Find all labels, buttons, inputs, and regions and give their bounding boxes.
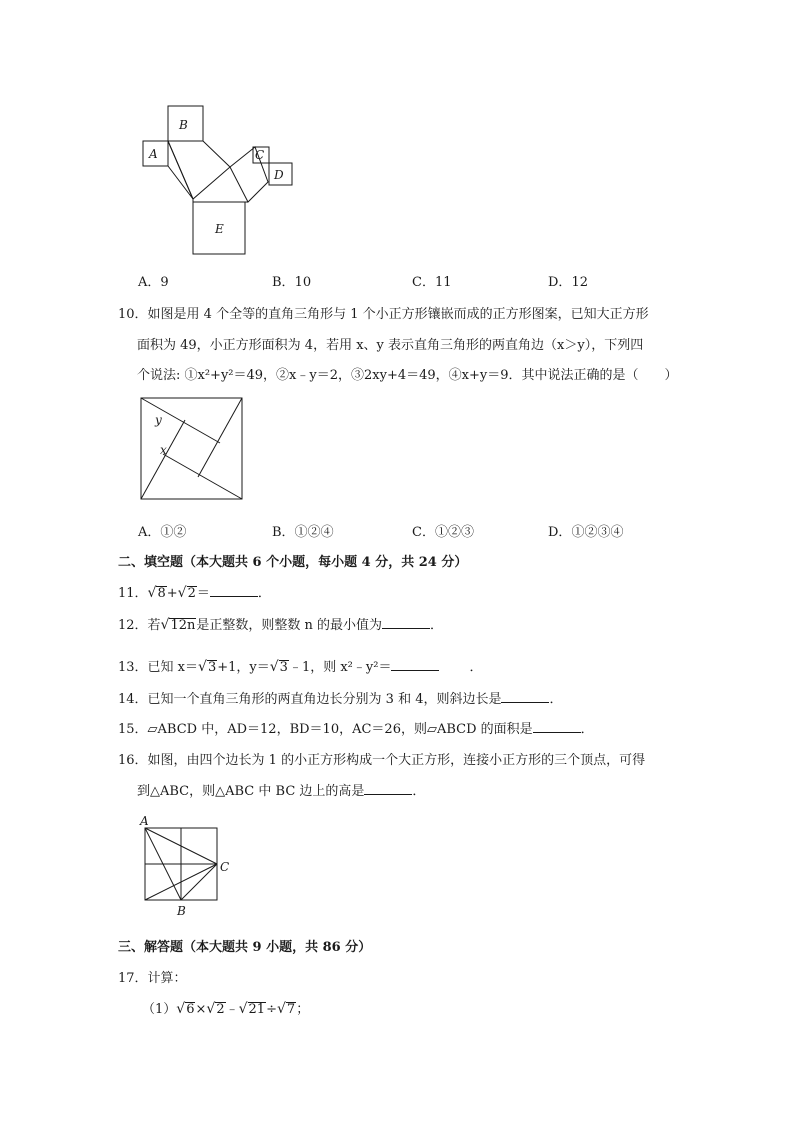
section3-title: 三、解答题（本大题共 9 小题，共 86 分）: [118, 940, 372, 955]
answer-blank[interactable]: [391, 658, 439, 671]
q17-part1: （1）√6×√2﹣√21÷√7；: [142, 1001, 310, 1017]
q16-figure: [136, 812, 236, 920]
q9-label-c: C: [255, 148, 265, 162]
q10-label-x: x: [160, 443, 167, 457]
q16-line1: 16．如图，由四个边长为 1 的小正方形构成一个大正方形，连接小正方形的三个顶点，可得: [118, 753, 646, 768]
q10-line2: 面积为 49，小正方形面积为 4，若用 x、y 表示直角三角形的两直角边（x＞y），下列四: [137, 338, 644, 353]
q9-label-e: E: [215, 222, 224, 236]
q10-label-y: y: [155, 413, 162, 427]
answer-blank[interactable]: [382, 616, 430, 629]
q13: 13．已知 x＝√3+1，y＝√3﹣1，则 x²﹣y²＝ ．: [118, 659, 483, 675]
q16-label-b: B: [177, 904, 186, 918]
q17-head: 17．计算：: [118, 971, 187, 986]
answer-blank[interactable]: [210, 584, 258, 597]
sqrt-icon: √: [269, 659, 279, 675]
q16-side-bc: [181, 864, 217, 900]
q10-line3: 个说法: ①x²+y²＝49，②x﹣y＝2，③2xy+4＝49，④x+y＝9．其中说法正确的是（ ）: [137, 368, 678, 383]
answer-blank[interactable]: [533, 720, 581, 733]
sqrt-icon: √: [176, 1001, 186, 1017]
answer-blank[interactable]: [501, 690, 549, 703]
q9-tilted-square-left: [168, 141, 230, 199]
sqrt-icon: √: [160, 617, 170, 633]
q9-option-a: A．9: [138, 275, 169, 290]
q10-figure: [140, 397, 244, 501]
q16-line2: 到△ABC，则△ABC 中 BC 边上的高是 ．: [137, 784, 426, 799]
q11: 11．√8+√2＝ ．: [118, 585, 271, 601]
q10-option-b: B．①②④: [272, 525, 334, 540]
q12: 12．若√12n是正整数，则整数 n 的最小值为 ．: [118, 617, 444, 633]
q9-option-b: B．10: [272, 275, 312, 290]
q9-label-a: A: [149, 147, 158, 161]
q10-option-a: A．①②: [138, 525, 187, 540]
q9-label-b: B: [179, 118, 188, 132]
answer-blank[interactable]: [364, 782, 412, 795]
sqrt-icon: √: [147, 585, 157, 601]
q9-option-d: D．12: [548, 275, 588, 290]
q15: 15．▱ABCD 中，AD＝12，BD＝10，AC＝26，则▱ABCD 的面积是 ．: [118, 722, 594, 737]
sqrt-icon: √: [238, 1001, 248, 1017]
q10-line1: 10．如图是用 4 个全等的直角三角形与 1 个小正方形镶嵌而成的正方形图案，已知大正方形: [118, 307, 649, 322]
q9-label-d: D: [274, 168, 284, 182]
q9-option-c: C．11: [412, 275, 452, 290]
q9-figure: [140, 102, 300, 262]
q14: 14．已知一个直角三角形的两直角边长分别为 3 和 4，则斜边长是 ．: [118, 692, 563, 707]
q16-label-c: C: [220, 860, 230, 874]
sqrt-icon: √: [198, 659, 207, 675]
sqrt-icon: √: [206, 1001, 216, 1017]
sqrt-icon: √: [177, 585, 187, 601]
q10-option-c: C．①②③: [412, 525, 474, 540]
sqrt-icon: √: [276, 1001, 286, 1017]
q10-option-d: D．①②③④: [548, 525, 624, 540]
section2-title: 二、填空题（本大题共 6 个小题，每小题 4 分，共 24 分）: [118, 555, 468, 570]
q9-tilted-edge: [168, 141, 193, 199]
q16-label-a: A: [140, 814, 149, 828]
